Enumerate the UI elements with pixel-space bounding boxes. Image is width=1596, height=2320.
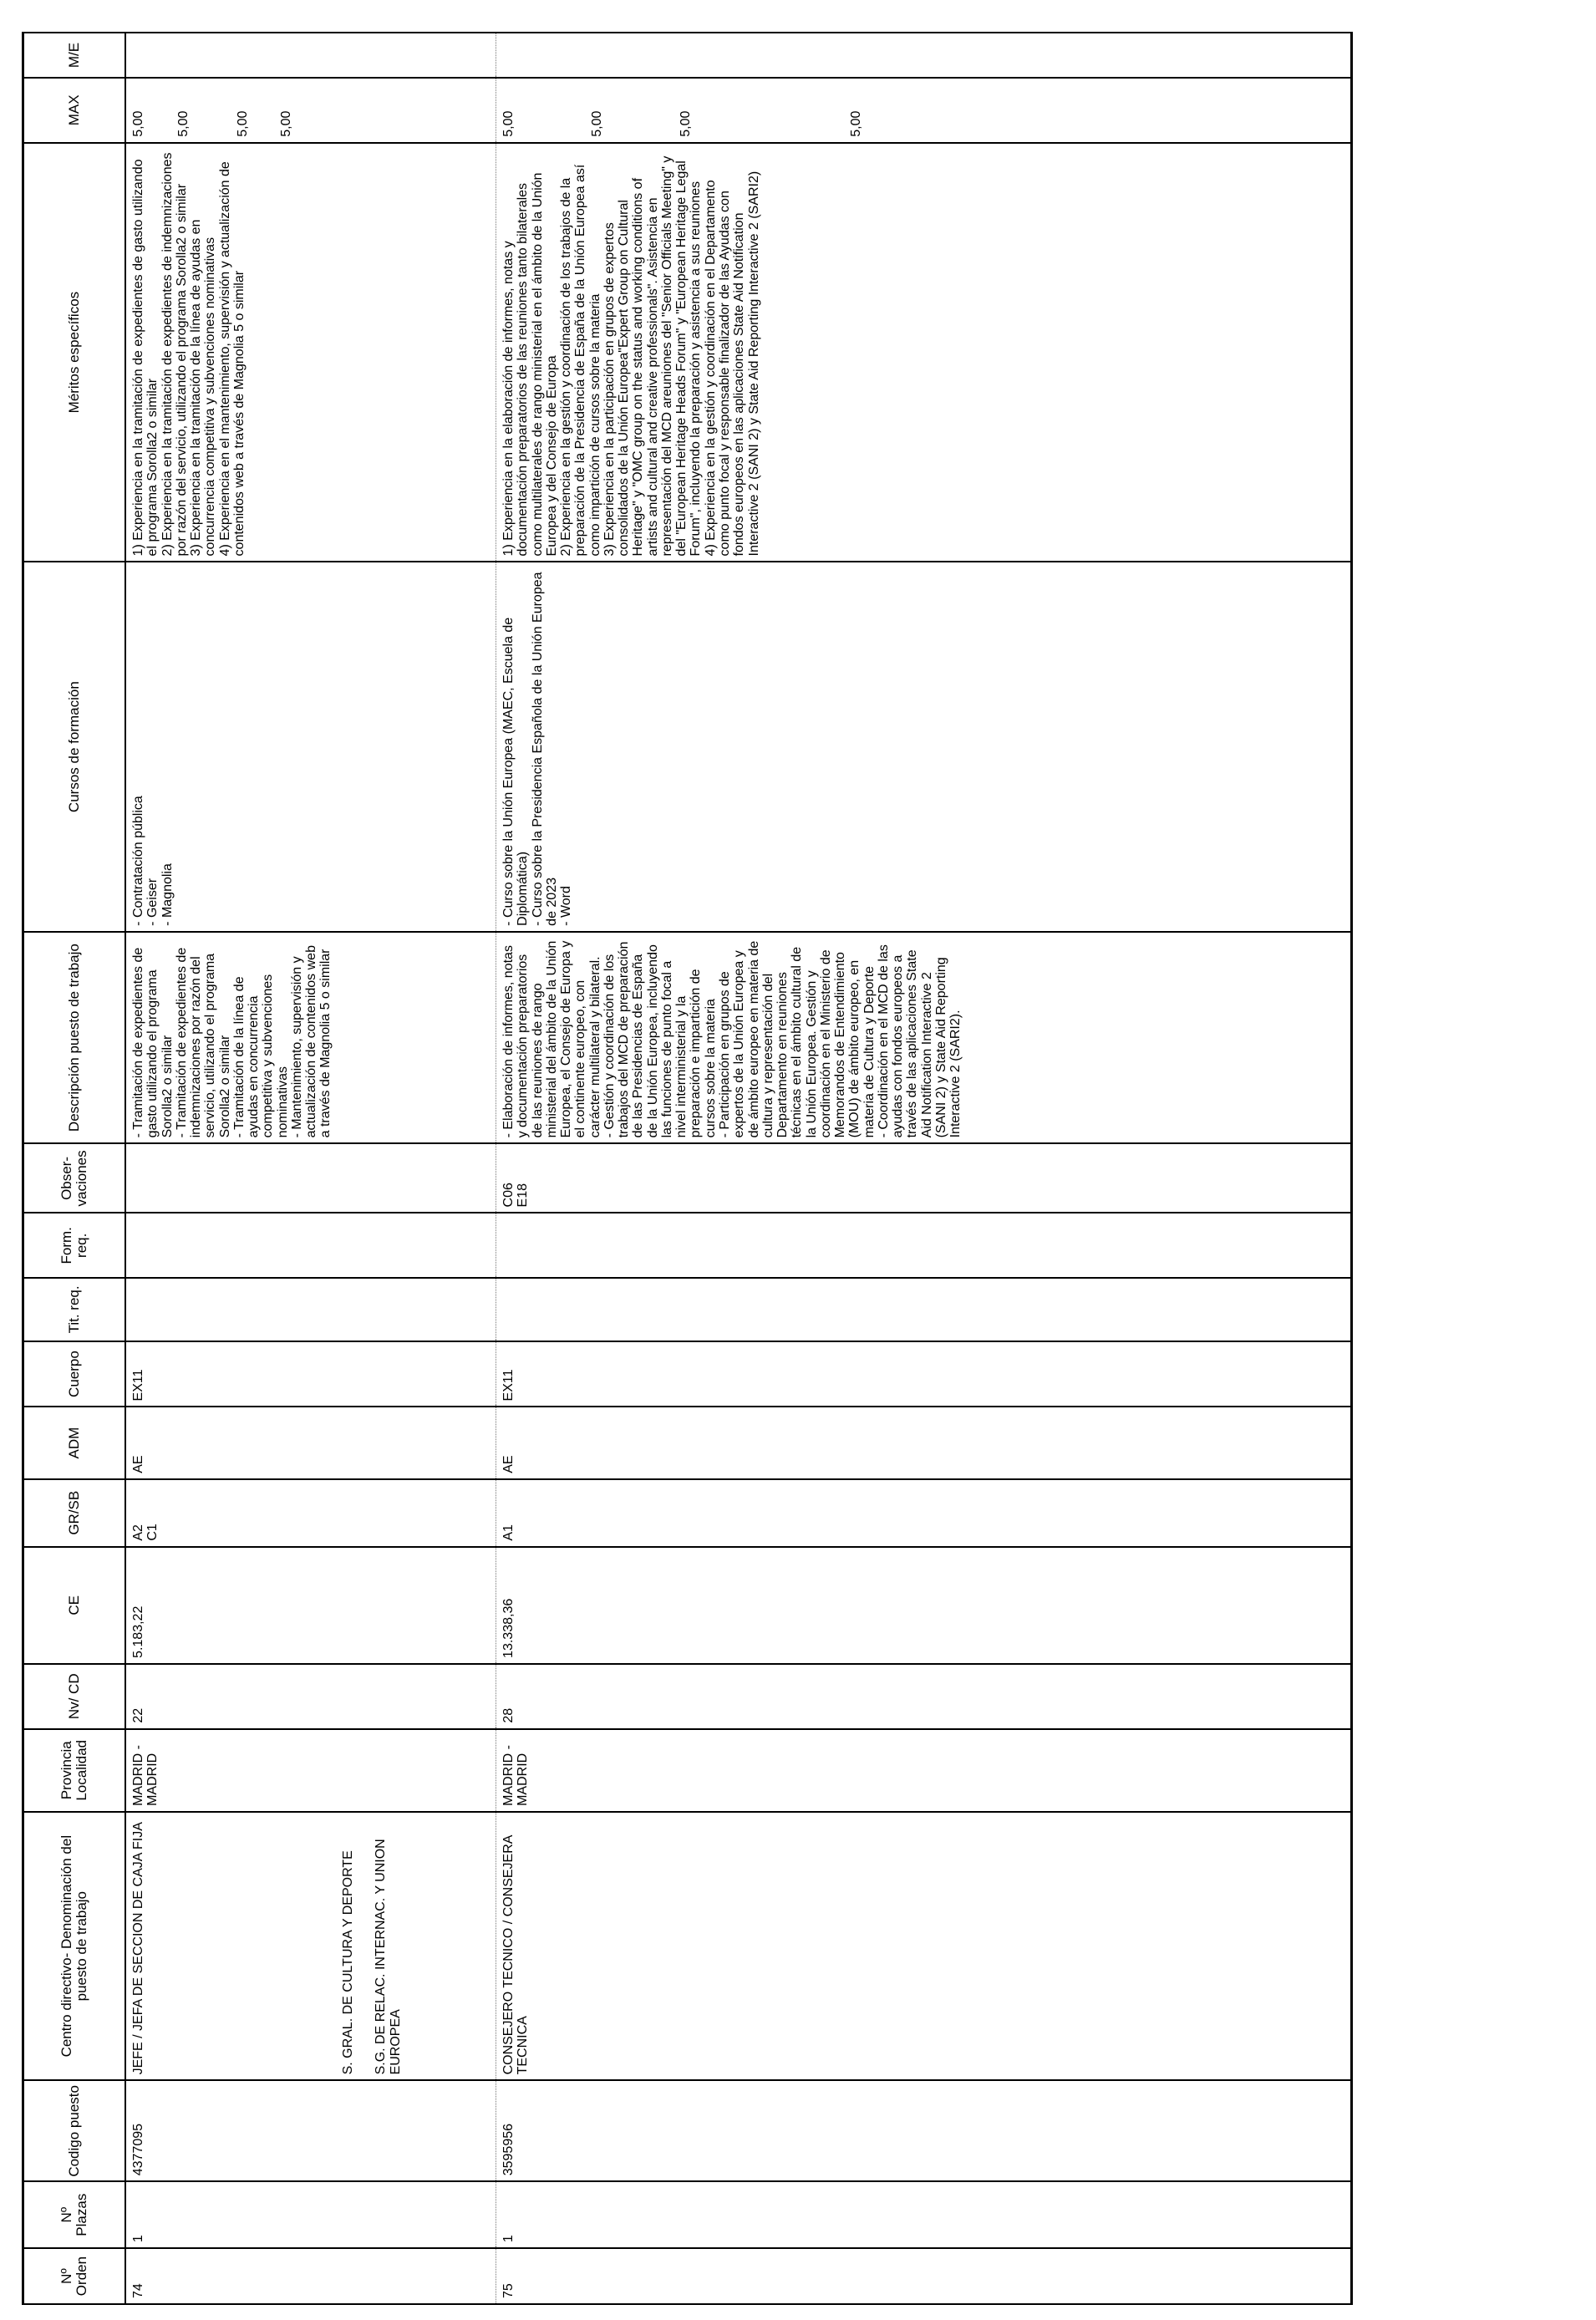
- cell-max: [125, 78, 496, 143]
- header-max: MAX: [23, 78, 126, 143]
- cell-cuerpo: EX11: [496, 1341, 1352, 1407]
- header-meritos: Méritos específicos: [23, 143, 126, 562]
- merit-item: 4) Experiencia en el mantenimiento, supervisión y actualización de contenidos web a través de Magnolia 5 o similar: [217, 161, 247, 557]
- merit-item: 4) Experiencia en la gestión y coordinación en el Departamento como punto focal y responsable finalizador de las Ayudas con fondos europeos en las aplicaciones State Aid Notification Interactive 2 (SANI 2) y State Aid Reporting Interactive 2 (SARI2): [703, 170, 761, 557]
- header-codigo: Codigo puesto: [23, 2080, 126, 2181]
- header-adm: ADM: [23, 1407, 126, 1478]
- cell-ce: 13.338,36: [496, 1547, 1352, 1664]
- header-cursos: Cursos de formación: [23, 562, 126, 931]
- header-me: M/E: [23, 33, 126, 78]
- centro-position-name: CONSEJERO TECNICO / CONSEJERA TECNICA: [501, 1835, 531, 2075]
- merit-item: 3) Experiencia en la tramitación de la línea de ayudas en concurrencia competitiva y subvenciones nominativas: [189, 219, 218, 557]
- cell-cursos: - Contratación pública - Geiser - Magnolia: [125, 562, 496, 931]
- header-obs: Obser- vaciones: [23, 1143, 126, 1213]
- cell-obs: [125, 1143, 496, 1213]
- cell-plazas: 1: [125, 2181, 496, 2248]
- merit-item: 3) Experiencia en la participación en grupos de expertos consolidados de la Unión Europea"Expert Group on Cultural Heritage" y "OMC group on the status and working conditions of artists and cultural and creative professionals". Asistencia en representación del MCD areuniones del "Senior Officials Meeting" y del "European Heritage Heads Forum" y "European Heritage Legal Forum", incluyendo la preparación y asistencia a sus reuniones: [602, 155, 704, 557]
- header-ce: CE: [23, 1547, 126, 1664]
- header-orden: Nº Orden: [23, 2248, 126, 2304]
- header-row: [23, 33, 126, 2304]
- merit-item: 1) Experiencia en la tramitación de expedientes de gasto utilizando el programa Sorolla2 o similar: [131, 159, 160, 557]
- merit-item: 2) Experiencia en la gestión y coordinación de los trabajos de la preparación de la Presidencia de España de la Unión Europea así como impartición de cursos sobre la materia: [559, 164, 602, 557]
- header-plazas: Nº Plazas: [23, 2181, 126, 2248]
- cell-adm: AE: [496, 1407, 1352, 1478]
- header-descripcion: Descripción puesto de trabajo: [23, 932, 126, 1144]
- cell-plazas: 1: [496, 2181, 1352, 2248]
- cell-cursos: - Curso sobre la Unión Europea (MAEC, Escuela de Diplomática) - Curso sobre la Presidencia Española de la Unión Europea de 2023 - Word: [496, 562, 1352, 931]
- cell-tit: [496, 1278, 1352, 1341]
- header-nivel: Nv/ CD: [23, 1664, 126, 1729]
- merit-item: 1) Experiencia en la elaboración de informes, notas y documentación preparatorios de las reuniones tanto bilaterales como multilaterales de rango ministerial en el ámbito de la Unión Europea y del Consejo de Europa: [501, 172, 559, 557]
- cell-orden: 75: [496, 2248, 1352, 2304]
- cell-form: [125, 1213, 496, 1278]
- header-form: Form. req.: [23, 1213, 126, 1278]
- header-grsb: GR/SB: [23, 1479, 126, 1547]
- header-centro: Centro directivo- Denominación del puesto de trabajo: [23, 1812, 126, 2081]
- table-row: [125, 33, 496, 2304]
- centro-org-level2: S.G. DE RELAC. INTERNAC. Y UNION EUROPEA: [374, 1839, 403, 2075]
- cell-descripcion: - Tramitación de expedientes de gasto utilizando el programa Sorolla2 o similar - Tramitación de expedientes de indemnizaciones por razón del servicio, utilizando el programa Sorolla2 o similar - Tramitación de la línea de ayudas en concurrencia competitiva y subvenciones nominativas - Mantenimiento, supervisión y actualización de contenidos web a través de Magnolia 5 o similar: [125, 932, 496, 1144]
- merit-item: 2) Experiencia en la tramitación de expedientes de indemnizaciones por razón del servicio, utilizando el programa Sorolla2 o similar: [160, 152, 189, 557]
- cell-meritos: [125, 143, 496, 562]
- max-value: 5,00: [131, 110, 145, 137]
- header-cuerpo: Cuerpo: [23, 1341, 126, 1407]
- cell-max: [496, 78, 1352, 143]
- cell-me: [125, 33, 496, 78]
- header-tit: Tit. req.: [23, 1278, 126, 1341]
- cell-centro: JEFE / JEFA DE SECCION DE CAJA FIJA: [125, 1812, 496, 2081]
- cell-me: [496, 33, 1352, 78]
- max-value: 5,00: [501, 110, 516, 137]
- cell-grsb: A1: [496, 1479, 1352, 1547]
- positions-table: [22, 32, 1353, 2305]
- cell-tit: [125, 1278, 496, 1341]
- max-value: 5,00: [236, 110, 250, 137]
- cell-orden: 74: [125, 2248, 496, 2304]
- max-value: 5,00: [176, 110, 191, 137]
- max-value: 5,00: [279, 110, 293, 137]
- cell-ce: 5.183,22: [125, 1547, 496, 1664]
- cell-cuerpo: EX11: [125, 1341, 496, 1407]
- table-row: [496, 33, 1352, 2304]
- centro-org-level1: S. GRAL. DE CULTURA Y DEPORTE: [341, 1850, 355, 2075]
- cell-grsb: A2 C1: [125, 1479, 496, 1547]
- cell-descripcion: - Elaboración de informes, notas y documentación preparatorios de las reuniones de rango ministerial del ámbito de la Unión Europea, el Consejo de Europa y el continente europeo, con carácter multilateral y bilateral. - Gestión y coordinación de los trabajos del MCD de preparación de las Presidencias de España de la Unión Europea, incluyendo las funciones de punto focal a nivel interministerial y la preparación e impartición de cursos sobre la materia - Participación en grupos de expertos de la Unión Europea y de ámbito europeo en materia de cultura y representación del Departamento en reuniones técnicas en el ámbito cultural de la Unión Europea. Gestión y coordinación en el Ministerio de Memorandos de Entendimiento (MOU) de ámbito europeo, en materia de Cultura y Deporte - Coordinación en el MCD de las ayudas con fondos europeos a través de las aplicaciones State Aid Notification Interactive 2 (SANI 2) y State Aid Reporting Interactive 2 (SARI2).: [496, 932, 1352, 1144]
- cell-codigo: 4377095: [125, 2080, 496, 2181]
- header-provincia: Provincia Localidad: [23, 1729, 126, 1812]
- cell-nivel: 22: [125, 1664, 496, 1729]
- cell-provincia: MADRID - MADRID: [125, 1729, 496, 1812]
- max-value: 5,00: [590, 110, 604, 137]
- cell-obs: C06 E18: [496, 1143, 1352, 1213]
- cell-meritos: [496, 143, 1352, 562]
- cell-provincia: MADRID - MADRID: [496, 1729, 1352, 1812]
- max-value: 5,00: [679, 110, 693, 137]
- cell-codigo: 3595956: [496, 2080, 1352, 2181]
- cell-form: [496, 1213, 1352, 1278]
- cell-adm: AE: [125, 1407, 496, 1478]
- cell-centro: [341, 1812, 1352, 2081]
- max-value: 5,00: [849, 110, 863, 137]
- cell-nivel: 28: [496, 1664, 1352, 1729]
